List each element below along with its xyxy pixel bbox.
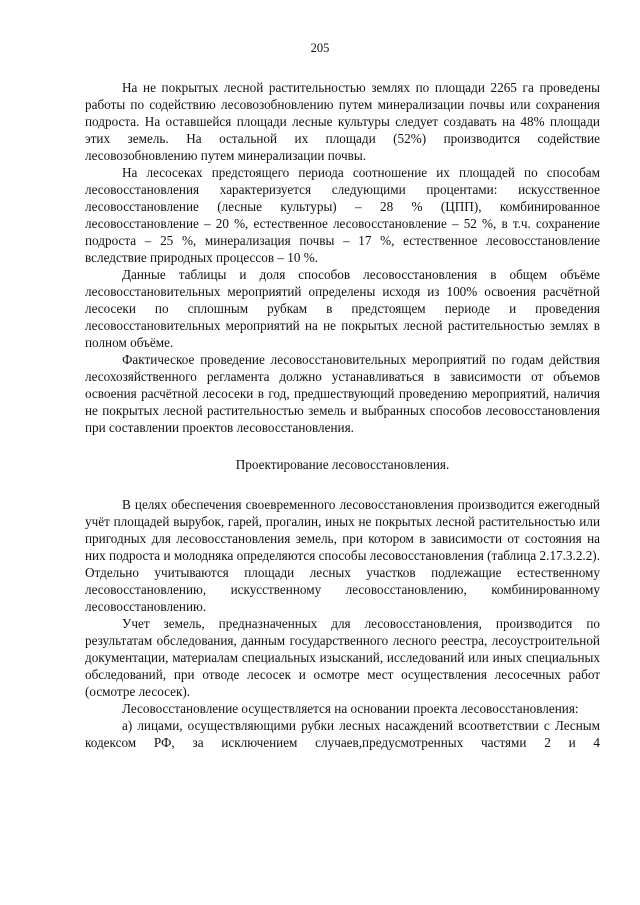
section-heading: Проектирование лесовосстановления.: [235, 457, 450, 472]
page-number: 205: [310, 41, 330, 55]
document-body: [85, 79, 600, 751]
paragraph: а) лицами, осуществляющими рубки лесных насаждений всоответствии с Лесным кодексом РФ, за исключением случаев,предусмотренных частями 2 и 4: [85, 718, 600, 750]
paragraph: Лесовосстановление осуществляется на основании проекта лесовосстановления:: [122, 701, 579, 716]
paragraph: Данные таблицы и доля способов лесовосстановления в общем объёме лесовосстановительных мероприятий определены исходя из 100% освоения расчётной лесосеки по сплошным рубкам в предстоящем периоде и проведения лесовосстановительных мероприятий на не покрытых лесной растительностью землях в полном объёме.: [85, 267, 600, 350]
paragraph: Фактическое проведение лесовосстановительных мероприятий по годам действия лесохозяйственного регламента должно устанавливаться в зависимости от объемов освоения расчётной лесосеки в год, предшествующий проведению мероприятий, наличия не покрытых лесной растительностью земель и выбранных способов лесовосстановления при составлении проектов лесовосстановления.: [85, 352, 600, 435]
paragraph: В целях обеспечения своевременного лесовосстановления производится ежегодный учёт площадей вырубок, гарей, прогалин, иных не покрытых лесной растительностью или пригодных для лесовосстановления земель, при котором в зависимости от состояния на них подроста и молодняка определяются способы лесовосстановления (таблица 2.17.3.2.2). Отдельно учитываются площади лесных участков подлежащие естественному лесовосстановлению, искусственному лесовосстановлению, комбинированному лесовосстановлению.: [85, 497, 600, 614]
paragraph: На лесосеках предстоящего периода соотношение их площадей по способам лесовосстановления характеризуется следующими процентами: искусственное лесовосстановление (лесные культуры) – 28 % (ЦПП), комбинированное лесовосстановление – 20 %, естественное лесовосстановление – 52 %, в т.ч. сохранение подроста – 25 %, минерализация почвы – 17 %, естественное лесовосстановление вследствие природных процессов – 10 %.: [85, 165, 600, 265]
paragraph: Учет земель, предназначенных для лесовосстановления, производится по результатам обследования, данным государственного лесного реестра, лесоустроительной документации, материалам специальных изысканий, исследований или иных специальных обследований, при отводе лесосек и осмотре мест осуществления лесосечных работ (осмотре лесосек).: [85, 616, 600, 699]
paragraph: На не покрытых лесной растительностью землях по площади 2265 га проведены работы по содействию лесовозобновлению путем минерализации почвы или сохранения подроста. На оставшейся площади лесные культуры следует создавать на 48% площади этих земель. На остальной их площади (52%) производится содействие лесовозобновлению путем минерализации почвы.: [85, 80, 600, 163]
